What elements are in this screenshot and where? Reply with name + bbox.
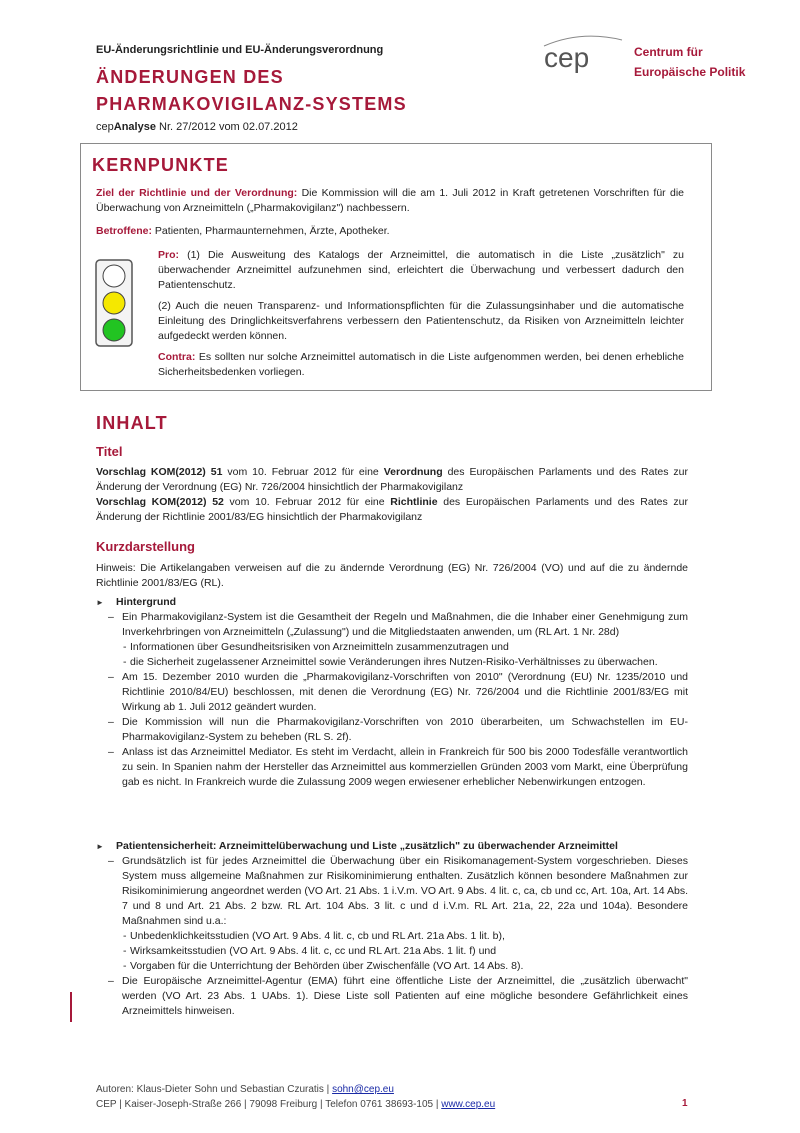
betroffene-paragraph (96, 224, 684, 239)
cep-logo (536, 34, 626, 78)
hinweis-paragraph: Hinweis: Die Artikelangaben verweisen auf die zu ändernde Verordnung (EG) Nr. 726/2004 (VO) und auf die zu ändernde Richtlinie 2001/83/EG (RL). (96, 562, 688, 589)
document-supertitle: EU-Änderungsrichtlinie und EU-Änderungsverordnung (96, 44, 384, 56)
pro-text-1: (1) Die Ausweitung des Katalogs der Arzneimittel, die automatisch in die Liste „zusätzlich" zu überwachender Arzneimittel aufzunehmen sind, erleichtert die Überwachung und verbessert dadurch den Patientenschutz. (158, 249, 684, 291)
pro-paragraph-1 (158, 248, 684, 293)
contra-paragraph (158, 350, 684, 380)
traffic-light-icon (95, 259, 133, 347)
issue-line (96, 121, 298, 133)
hintergrund-list (96, 610, 688, 790)
footer-authors-line (96, 1082, 495, 1097)
issue-prefix: cep (96, 121, 114, 133)
list-subitem: - Informationen über Gesundheitsrisiken von Arzneimitteln zusammenzutragen und (96, 640, 688, 655)
vorschlag-2 (96, 495, 688, 525)
list-item: – Die Kommission will nun die Pharmakovigilanz-Vorschriften von 2010 überarbeiten, um Schwachstellen im EU-Pharmakovigilanz-System zu beheben (RL S. 2f). (96, 715, 688, 745)
vorschlag-2-text-a: vom 10. Februar 2012 für eine (223, 496, 391, 508)
email-link[interactable]: sohn@cep.eu (332, 1084, 394, 1095)
vorschlag-2-text-b: des Europäischen Parlaments und des Rates zur Änderung der Richtlinie 2001/83/EG hinsichtlich der Pharmakovigilanz (96, 496, 688, 523)
vorschlag-1 (96, 465, 688, 495)
list-subitem: - Unbedenklichkeitsstudien (VO Art. 9 Abs. 4 lit. c, cb und RL Art. 21a Abs. 1 lit. b), (96, 929, 688, 944)
traffic-light-top (103, 265, 125, 287)
logo-text: cep (544, 42, 590, 73)
titel-block (96, 465, 688, 525)
hintergrund-heading: ► Hintergrund (96, 595, 688, 610)
footer-address: CEP | Kaiser-Joseph-Straße 266 | 79098 Freiburg | Telefon 0761 38693-105 | (96, 1099, 442, 1110)
list-item: – Anlass ist das Arzneimittel Mediator. Es steht im Verdacht, allein in Frankreich für 500 bis 2000 Todesfälle verantwortlich zu sein. In Spanien nahm der Hersteller das Arzneimittel aus kommerziellen Gründen 2003 vom Markt, eine Überprüfung gab es nicht. In Frankreich wurde die Zulassung 2009 wegen erwiesener erheblicher Nebenwirkungen entzogen. (96, 745, 688, 790)
kernpunkte-title: KERNPUNKTE (92, 155, 230, 175)
org-line-2: Europäische Politik (634, 65, 746, 79)
website-link[interactable]: www.cep.eu (441, 1099, 496, 1110)
contra-label: Contra: (158, 351, 196, 363)
betroffene-text: Patienten, Pharmaunternehmen, Ärzte, Apotheker. (152, 225, 390, 237)
vorschlag-1-type: Verordnung (383, 466, 443, 478)
title-line-2: PHARMAKOVIGILANZ-SYSTEMS (96, 94, 407, 114)
footer-address-line (96, 1097, 495, 1112)
page-number: 1 (682, 1098, 688, 1109)
issue-bold: Analyse (113, 121, 156, 133)
titel-heading: Titel (96, 444, 123, 459)
pro-label: Pro: (158, 249, 179, 261)
patientensicherheit-list (96, 854, 688, 1019)
footer-authors: Autoren: Klaus-Dieter Sohn und Sebastian Czuratis | (96, 1084, 333, 1095)
contra-text: Es sollten nur solche Arzneimittel automatisch in die Liste aufgenommen werden, bei denen erhebliche Sicherheitsbedenken vorliegen. (158, 351, 684, 378)
betroffene-label: Betroffene: (96, 225, 153, 237)
inhalt-heading: INHALT (96, 413, 168, 433)
vorschlag-1-text-b: des Europäischen Parlaments und des Rates zur Änderung der Verordnung (EG) Nr. 726/2004 hinsichtlich der Pharmakovigilanz (96, 466, 688, 493)
vorschlag-2-type: Richtlinie (390, 496, 438, 508)
org-line-1: Centrum für (634, 45, 703, 59)
list-item: – Die Europäische Arzneimittel-Agentur (EMA) führt eine öffentliche Liste der Arzneimittel, die „zusätzlich überwacht" werden (VO Art. 23 Abs. 1 UAbs. 1). Diese Liste soll Patienten auf eine mögliche besondere Gefährlichkeit eines Arzneimittels hinweisen. (96, 974, 688, 1019)
organization-name (634, 42, 745, 82)
list-subitem: - Wirksamkeitsstudien (VO Art. 9 Abs. 4 lit. c, cc und RL Art. 21a Abs. 1 lit. f) und (96, 944, 688, 959)
patientensicherheit-section (96, 839, 688, 1019)
footer (96, 1082, 495, 1112)
list-subitem: - Vorgaben für die Unterrichtung der Behörden über Zwischenfälle (VO Art. 14 Abs. 8). (96, 959, 688, 974)
ziel-text: Die Kommission will die am 1. Juli 2012 in Kraft getretenen Vorschriften für die Überwachung von Arzneimitteln („Pharmakovigilanz") nachbessern. (96, 187, 685, 214)
list-item: – Grundsätzlich ist für jedes Arzneimittel die Überwachung über ein Risikomanagement-System vorgeschrieben. Dieses System muss allgemeine Maßnahmen zur Risikominimierung enthalten. Zusätzlich können besondere Maßnahmen zur Risikominimierung angeordnet werden (VO Art. 21 Abs. 1 i.V.m. VO Art. 9 Abs. 4 lit. c, ca, cb und cc, Art. 10a, Art. 14 Abs. 7 und 8 und Art. 21 Abs. 2 bzw. RL Art. 104 Abs. 3 lit. c und d i.V.m. RL Art. 21a, 22, 22a und 104a). Besondere Maßnahmen sind u.a.: (96, 854, 688, 929)
kurzdarstellung-heading: Kurzdarstellung (96, 539, 195, 554)
list-subitem: - die Sicherheit zugelassener Arzneimittel sowie Veränderungen ihres Nutzen-Risiko-Verhältnisses zu überwachen. (96, 655, 688, 670)
patientensicherheit-heading: ► Patientensicherheit: Arzneimittelüberwachung und Liste „zusätzlich" zu überwachender Arzneimittel (96, 839, 688, 854)
traffic-light-bottom (103, 319, 125, 341)
traffic-light-middle (103, 292, 125, 314)
title-line-1: ÄNDERUNGEN DES (96, 67, 284, 87)
vorschlag-2-ref: Vorschlag KOM(2012) 52 (96, 496, 224, 508)
change-marker (70, 992, 72, 1022)
ziel-label: Ziel der Richtlinie und der Verordnung: (96, 187, 298, 199)
pro-paragraph-2: (2) Auch die neuen Transparenz- und Informationspflichten für die Zulassungsinhaber und die automatische Einleitung des Dringlichkeitsverfahrens verbessern den Patientenschutz, da Risiken von Arzneimitteln leichter aufgedeckt werden können. (158, 300, 684, 342)
vorschlag-1-text-a: vom 10. Februar 2012 für eine (222, 466, 384, 478)
document-title (96, 64, 407, 118)
list-item: – Ein Pharmakovigilanz-System ist die Gesamtheit der Regeln und Maßnahmen, die die Inhaber einer Genehmigung zum Inverkehrbringen von Arzneimitteln („Zulassung") und die Mitgliedstaaten anwenden, um (RL Art. 1 Nr. 28d) (96, 610, 688, 640)
ziel-paragraph (96, 186, 684, 216)
list-item: – Am 15. Dezember 2010 wurden die „Pharmakovigilanz-Vorschriften von 2010" (Verordnung (EU) Nr. 1235/2010 und Richtlinie 2010/84/EU) beschlossen, mit denen die Verordnung (EG) Nr. 726/2004 und die Richtlinie 2001/83/EG mit Wirkung ab 1. Juli 2012 geändert wurden. (96, 670, 688, 715)
vorschlag-1-ref: Vorschlag KOM(2012) 51 (96, 466, 223, 478)
issue-suffix: Nr. 27/2012 vom 02.07.2012 (155, 121, 298, 133)
hintergrund-section (96, 595, 688, 790)
